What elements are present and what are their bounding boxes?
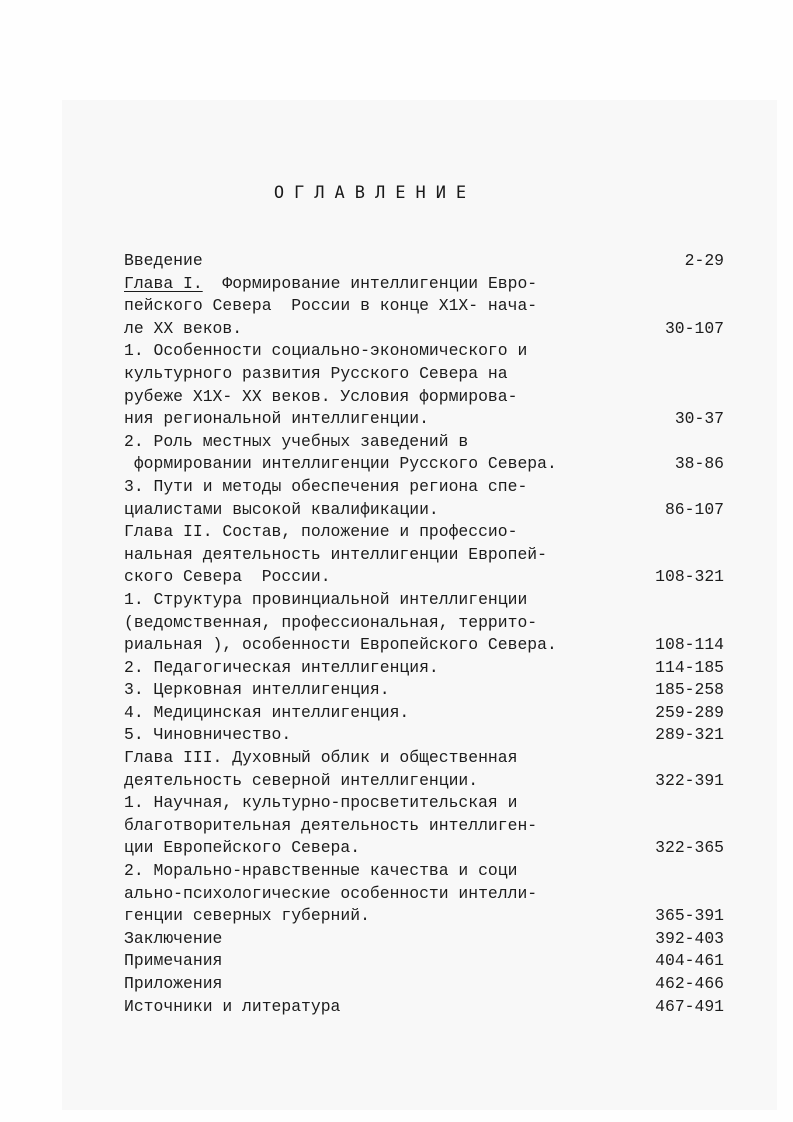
toc-line-text: рубеже Х1Х- ХХ веков. Условия формирова- <box>124 386 518 406</box>
toc-line-page: 86-107 <box>664 499 724 519</box>
toc-line-page: 289-321 <box>655 725 724 745</box>
toc-line-text: Глава III. Духовный облик и общественная <box>124 748 518 768</box>
toc-line <box>124 815 724 838</box>
toc-line-text: Формирование интеллигенции Евро- <box>202 273 538 293</box>
toc-line-text: Глава II. Состав, положение и профессио- <box>124 522 518 542</box>
toc-line-text: 3. Пути и методы обеспечения региона спе- <box>124 476 528 496</box>
toc-line-page: 185-258 <box>655 680 724 700</box>
toc-line-text: 3. Церковная интеллигенция. <box>124 680 390 700</box>
toc-line-text: 4. Медицинская интеллигенция. <box>124 702 410 722</box>
toc-line-text: 2. Роль местных учебных заведений в <box>124 431 469 451</box>
toc-line-text: культурного развития Русского Севера на <box>124 363 508 383</box>
toc-line-page: 114-185 <box>655 657 724 677</box>
toc-line <box>124 950 724 973</box>
toc-line-page: 392-403 <box>655 928 724 948</box>
toc-line <box>124 837 724 860</box>
toc-line-text: 5. Чиновничество. <box>124 725 292 745</box>
toc-line <box>124 318 724 341</box>
page-title: ОГЛАВЛЕНИЕ <box>273 183 477 203</box>
toc-line-page: 30-37 <box>674 409 724 429</box>
toc-line-text: ально-психологические особенности интелли- <box>124 883 538 903</box>
toc-line <box>124 883 724 906</box>
toc-line <box>124 295 724 318</box>
toc-line-text: генции северных губерний. <box>124 906 370 926</box>
toc-line-page: 2-29 <box>684 251 724 270</box>
toc-line-text: Приложения <box>124 974 223 993</box>
toc-line <box>124 612 724 635</box>
toc-line-text: формировании интеллигенции Русского Севера. <box>124 454 557 474</box>
toc-line <box>124 634 724 657</box>
toc-line <box>124 747 724 770</box>
toc-line <box>124 340 724 363</box>
toc-line <box>124 476 724 499</box>
toc-line <box>124 702 724 725</box>
toc-line-text: циалистами высокой квалификации. <box>124 499 439 519</box>
toc-line <box>124 521 724 544</box>
toc-line <box>124 499 724 522</box>
toc-line-page: 365-391 <box>655 906 724 926</box>
toc-line-page: 467-491 <box>655 996 724 1016</box>
toc-line <box>124 250 724 273</box>
toc-line-page: 322-365 <box>655 838 724 858</box>
toc-line <box>124 724 724 747</box>
toc-line <box>124 273 724 296</box>
toc-line <box>124 431 724 454</box>
toc-line <box>124 996 724 1019</box>
toc-line-text: риальная ), особенности Европейского Севера. <box>124 635 557 655</box>
toc-line-text: Заключение <box>124 928 223 948</box>
toc-line-text: Источники и литература <box>124 996 341 1016</box>
toc-line-text: (ведомственная, профессиональная, террито- <box>124 612 538 632</box>
toc-line-page: 462-466 <box>655 974 724 993</box>
toc-line-page: 38-86 <box>674 454 724 474</box>
chapter-label: Глава I. <box>124 273 203 293</box>
toc-line <box>124 928 724 951</box>
toc-line-page: 30-107 <box>664 318 724 338</box>
toc-line-page: 108-321 <box>655 567 724 587</box>
toc-line <box>124 589 724 612</box>
toc-line-text: нальная деятельность интеллигенции Европей- <box>124 544 547 564</box>
toc-line-page: 322-391 <box>655 770 724 790</box>
toc-line <box>124 905 724 928</box>
toc-line-text: благотворительная деятельность интеллиген- <box>124 815 538 835</box>
toc-line-text: 1. Структура провинциальной интеллигенции <box>124 589 528 609</box>
toc-line-text: 2. Педагогическая интеллигенция. <box>124 657 439 677</box>
toc-line <box>124 453 724 476</box>
toc-line-text: ле ХХ веков. <box>124 318 243 338</box>
table-of-contents <box>124 250 724 1018</box>
toc-line <box>124 408 724 431</box>
toc-line-text: ского Севера России. <box>124 567 331 587</box>
toc-line-text: Введение <box>124 251 203 270</box>
toc-line-text: 1. Научная, культурно-просветительская и <box>124 793 518 813</box>
toc-line <box>124 770 724 793</box>
toc-line-text: деятельность северной интеллигенции. <box>124 770 479 790</box>
toc-line-text: 1. Особенности социально-экономического и <box>124 341 528 361</box>
toc-line <box>124 679 724 702</box>
toc-line <box>124 386 724 409</box>
toc-line <box>124 363 724 386</box>
toc-line <box>124 657 724 680</box>
toc-line-text: ции Европейского Севера. <box>124 838 361 858</box>
toc-line-text: Примечания <box>124 951 223 971</box>
toc-line-page: 404-461 <box>655 951 724 971</box>
toc-line <box>124 566 724 589</box>
toc-line-page: 259-289 <box>655 702 724 722</box>
toc-line-page: 108-114 <box>655 635 724 655</box>
toc-line-text: 2. Морально-нравственные качества и соци <box>124 861 518 881</box>
toc-line <box>124 973 724 996</box>
toc-line-text: ния региональной интеллигенции. <box>124 409 429 429</box>
toc-line <box>124 860 724 883</box>
toc-line <box>124 792 724 815</box>
toc-line <box>124 544 724 567</box>
toc-line-text: пейского Севера России в конце Х1Х- нача- <box>124 296 538 316</box>
